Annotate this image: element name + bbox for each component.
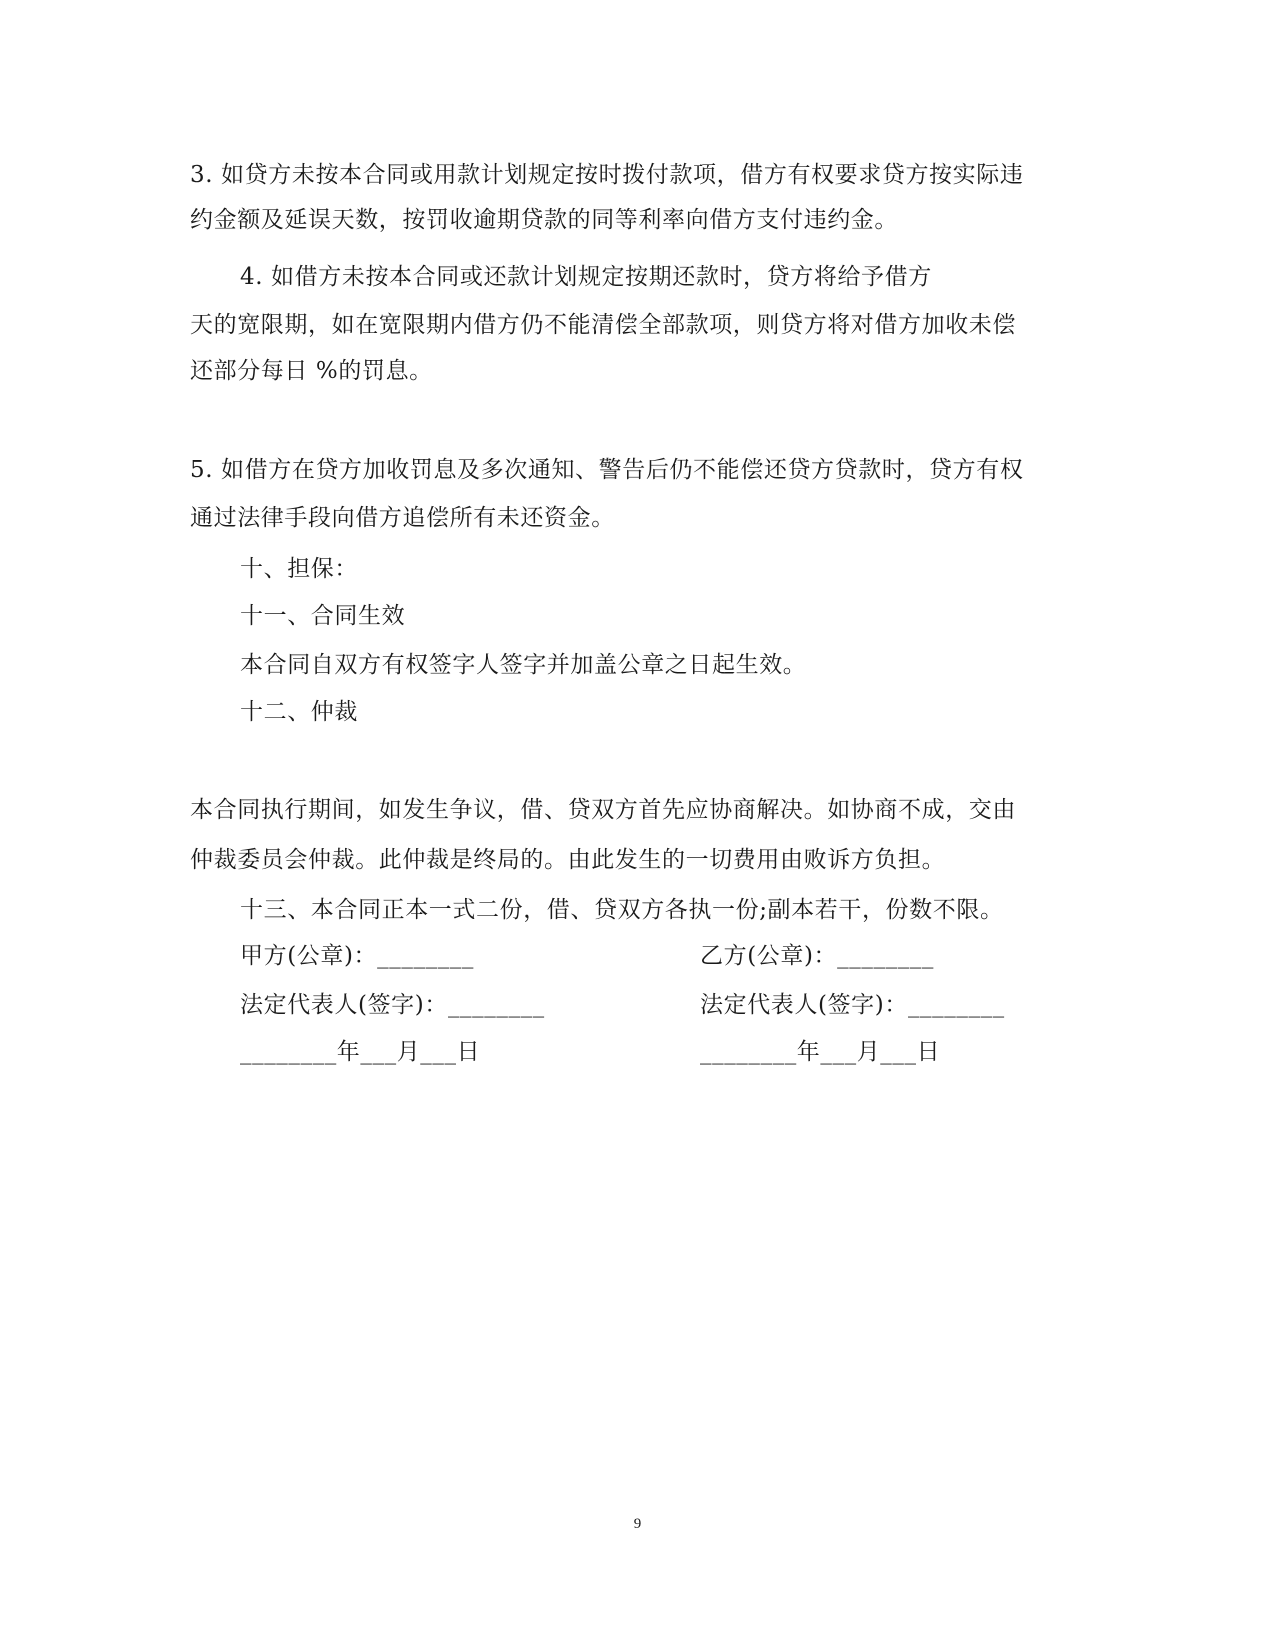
paragraph-clause-4-line-3: 还部分每日 %的罚息。	[190, 358, 433, 384]
paragraph-clause-4-line-2: 天的宽限期，如在宽限期内借方仍不能清偿全部款项，则贷方将对借方加收未偿	[190, 312, 1016, 338]
paragraph-clause-5-line-2: 通过法律手段向借方追偿所有未还资金。	[190, 505, 615, 531]
section-heading-effectiveness: 十一、合同生效	[240, 603, 406, 629]
party-a-date-field: ________年___月___日	[240, 1039, 481, 1065]
party-b-date-field: ________年___月___日	[700, 1039, 941, 1065]
section-heading-guarantee: 十、担保：	[240, 556, 358, 582]
paragraph-copies: 十三、本合同正本一式二份，借、贷双方各执一份;副本若干，份数不限。	[240, 897, 1004, 923]
paragraph-arbitration-line-1: 本合同执行期间，如发生争议，借、贷双方首先应协商解决。如协商不成，交由	[190, 797, 1016, 823]
paragraph-clause-5-line-1: 5. 如借方在贷方加收罚息及多次通知、警告后仍不能偿还贷方贷款时，贷方有权	[190, 457, 1024, 483]
party-a-representative-field: 法定代表人(签字)：________	[240, 992, 545, 1018]
paragraph-effectiveness: 本合同自双方有权签字人签字并加盖公章之日起生效。	[240, 652, 807, 678]
paragraph-clause-4-line-1: 4. 如借方未按本合同或还款计划规定按期还款时，贷方将给予借方	[240, 264, 932, 290]
party-a-seal-field: 甲方(公章)：________	[240, 943, 474, 969]
paragraph-clause-3-line-2: 约金额及延误天数，按罚收逾期贷款的同等利率向借方支付违约金。	[190, 207, 898, 233]
page-number: 9	[633, 1516, 642, 1532]
section-heading-arbitration: 十二、仲裁	[240, 699, 358, 725]
paragraph-clause-3-line-1: 3. 如贷方未按本合同或用款计划规定按时拨付款项，借方有权要求贷方按实际违	[190, 162, 1024, 188]
party-b-seal-field: 乙方(公章)：________	[700, 943, 934, 969]
party-b-representative-field: 法定代表人(签字)：________	[700, 992, 1005, 1018]
paragraph-arbitration-line-2: 仲裁委员会仲裁。此仲裁是终局的。由此发生的一切费用由败诉方负担。	[190, 847, 946, 873]
